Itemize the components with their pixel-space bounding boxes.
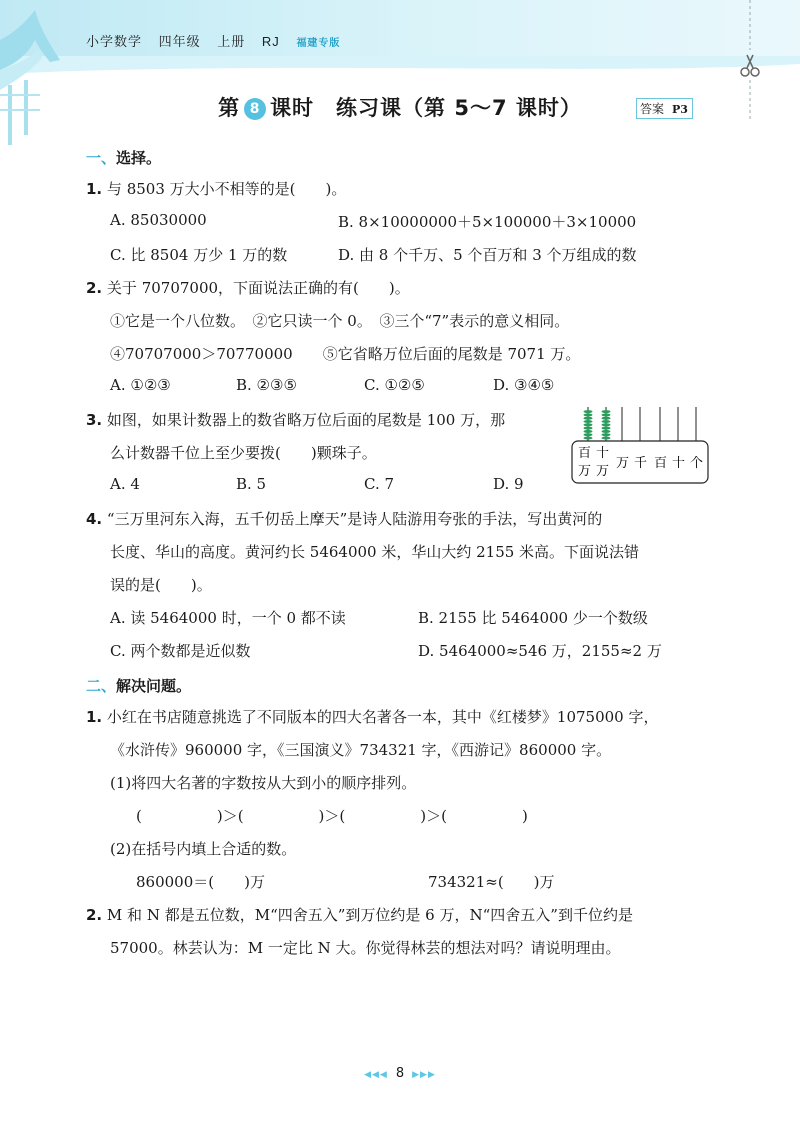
abacus-label: 千 bbox=[634, 456, 648, 471]
abacus-bead bbox=[584, 430, 593, 433]
q2-option-b: B. ②③⑤ bbox=[236, 376, 297, 394]
q3-option-c: C. 7 bbox=[364, 475, 395, 493]
q3-option-a: A. 4 bbox=[110, 475, 140, 493]
question-4-line-2: 长度、华山的高度。黄河约长 5464000 米，华山大约 2155 米高。下面说法错 bbox=[110, 543, 640, 561]
left-arrows-icon: ◀◀◀ bbox=[364, 1070, 388, 1080]
abacus-label: 十 bbox=[672, 456, 686, 471]
q2-option-a: A. ①②③ bbox=[110, 376, 171, 394]
problem-1-line-2: 《水浒传》960000 字，《三国演义》734321 字，《西游记》860000 字。 bbox=[110, 741, 612, 759]
right-arrows-icon: ▶▶▶ bbox=[412, 1070, 436, 1080]
abacus-bead bbox=[584, 423, 593, 426]
abacus-bead bbox=[602, 433, 611, 436]
q1-option-c: C. 比 8504 万少 1 万的数 bbox=[110, 246, 288, 264]
problem-1-sub-2: (2)在括号内填上合适的数。 bbox=[110, 840, 297, 858]
abacus-label: 个 bbox=[690, 456, 704, 471]
header-wave bbox=[0, 56, 800, 82]
edition-label: 福建专版 bbox=[296, 38, 341, 49]
q3-option-d: D. 9 bbox=[493, 475, 524, 493]
answer-label: 答案 bbox=[640, 102, 665, 116]
q4-option-d: D. 5464000≈546 万，2155≈2 万 bbox=[418, 642, 662, 660]
header-item: 小学数学 bbox=[86, 34, 143, 49]
abacus-label: 万 bbox=[616, 456, 630, 471]
page-number: 8 bbox=[395, 1066, 405, 1081]
problem-2-line-2: 57000。林芸认为：M 一定比 N 大。你觉得林芸的想法对吗？请说明理由。 bbox=[110, 939, 621, 957]
question-number: 2. bbox=[86, 279, 103, 297]
q4-option-c: C. 两个数都是近似数 bbox=[110, 642, 251, 660]
section-number: 二、 bbox=[86, 677, 117, 695]
q1-option-a: A. 85030000 bbox=[110, 211, 207, 229]
q1-option-b: B. 8×10000000＋5×100000＋3×10000 bbox=[338, 213, 637, 231]
abacus-bead bbox=[602, 420, 611, 423]
q4-option-b: B. 2155 比 5464000 少一个数级 bbox=[418, 609, 648, 627]
abacus-bead bbox=[602, 417, 611, 420]
lesson-number-badge: 8 bbox=[244, 98, 266, 120]
q2-option-c: C. ①②⑤ bbox=[364, 376, 425, 394]
question-stem: 小红在书店随意挑选了不同版本的四大名著各一本，其中《红楼梦》1075000 字， bbox=[106, 708, 659, 726]
section-heading-choice bbox=[86, 147, 161, 168]
abacus-bead bbox=[602, 423, 611, 426]
problem-2 bbox=[86, 904, 633, 925]
question-number: 2. bbox=[86, 906, 103, 924]
header-info bbox=[86, 31, 352, 50]
pavilion-decoration-icon bbox=[0, 0, 70, 150]
title-suffix: 课时 练习课（第 5～7 课时） bbox=[270, 96, 582, 120]
fill-blank-2: 734321≈( )万 bbox=[428, 873, 555, 891]
section-number: 一、 bbox=[86, 149, 117, 167]
q4-option-a: A. 读 5464000 时，一个 0 都不读 bbox=[110, 609, 346, 627]
answer-page: P3 bbox=[672, 103, 688, 116]
abacus-bead bbox=[602, 413, 611, 416]
order-answer-blanks: ( )＞( )＞( )＞( ) bbox=[136, 807, 528, 825]
abacus-label: 万 bbox=[596, 464, 610, 479]
header-item: 四年级 bbox=[158, 34, 201, 49]
abacus-bead bbox=[584, 410, 593, 413]
header-item: 上册 bbox=[217, 34, 246, 49]
section-heading-problems bbox=[86, 675, 191, 696]
question-number: 3. bbox=[86, 411, 103, 429]
q2-option-d: D. ③④⑤ bbox=[493, 376, 555, 394]
fill-blank-1: 860000＝( )万 bbox=[136, 873, 265, 891]
question-stem: “三万里河东入海，五千仞岳上摩天”是诗人陆游用夸张的手法，写出黄河的 bbox=[106, 510, 603, 528]
header-item: RJ bbox=[261, 34, 280, 49]
abacus-bead bbox=[584, 433, 593, 436]
abacus-bead bbox=[602, 410, 611, 413]
section-title: 选择。 bbox=[116, 149, 162, 167]
question-3 bbox=[86, 409, 505, 430]
abacus-bead bbox=[584, 420, 593, 423]
abacus-figure bbox=[570, 405, 710, 485]
abacus-bead bbox=[584, 437, 593, 440]
question-stem: M 和 N 都是五位数，M“四舍五入”到万位约是 6 万，N“四舍五入”到千位约是 bbox=[106, 906, 633, 924]
abacus-label: 十 bbox=[596, 446, 610, 461]
section-title: 解决问题。 bbox=[116, 677, 192, 695]
question-4 bbox=[86, 508, 602, 529]
question-4-line-3: 误的是( )。 bbox=[110, 576, 212, 594]
question-1 bbox=[86, 178, 346, 199]
abacus-bead bbox=[584, 417, 593, 420]
q2-statements-1: ①它是一个八位数。 ②它只读一个 0。 ③三个“7”表示的意义相同。 bbox=[110, 312, 570, 330]
page-footer bbox=[0, 1066, 800, 1081]
question-stem: 关于 70707000，下面说法正确的有( )。 bbox=[106, 279, 410, 297]
abacus-label: 万 bbox=[578, 464, 592, 479]
q1-option-d: D. 由 8 个千万、5 个百万和 3 个万组成的数 bbox=[338, 246, 637, 264]
abacus-bead bbox=[602, 427, 611, 430]
question-stem: 如图，如果计数器上的数省略万位后面的尾数是 100 万，那 bbox=[106, 411, 506, 429]
question-2 bbox=[86, 277, 410, 298]
question-3-stem-cont: 么计数器千位上至少要拨( )颗珠子。 bbox=[110, 444, 377, 462]
abacus-bead bbox=[584, 427, 593, 430]
abacus-bead bbox=[602, 430, 611, 433]
question-number: 1. bbox=[86, 180, 103, 198]
abacus-bead bbox=[602, 437, 611, 440]
title-prefix: 第 bbox=[218, 96, 241, 120]
answer-reference bbox=[636, 98, 693, 119]
q2-statements-2: ④70707000＞70770000 ⑤它省略万位后面的尾数是 7071 万。 bbox=[110, 345, 581, 363]
q3-option-b: B. 5 bbox=[236, 475, 267, 493]
abacus-label: 百 bbox=[654, 456, 668, 471]
abacus-bead bbox=[584, 413, 593, 416]
problem-1-sub-1: (1)将四大名著的字数按从大到小的顺序排列。 bbox=[110, 774, 417, 792]
problem-1 bbox=[86, 706, 659, 727]
question-number: 1. bbox=[86, 708, 103, 726]
abacus-label: 百 bbox=[578, 446, 592, 461]
question-number: 4. bbox=[86, 510, 103, 528]
question-stem: 与 8503 万大小不相等的是( )。 bbox=[106, 180, 347, 198]
